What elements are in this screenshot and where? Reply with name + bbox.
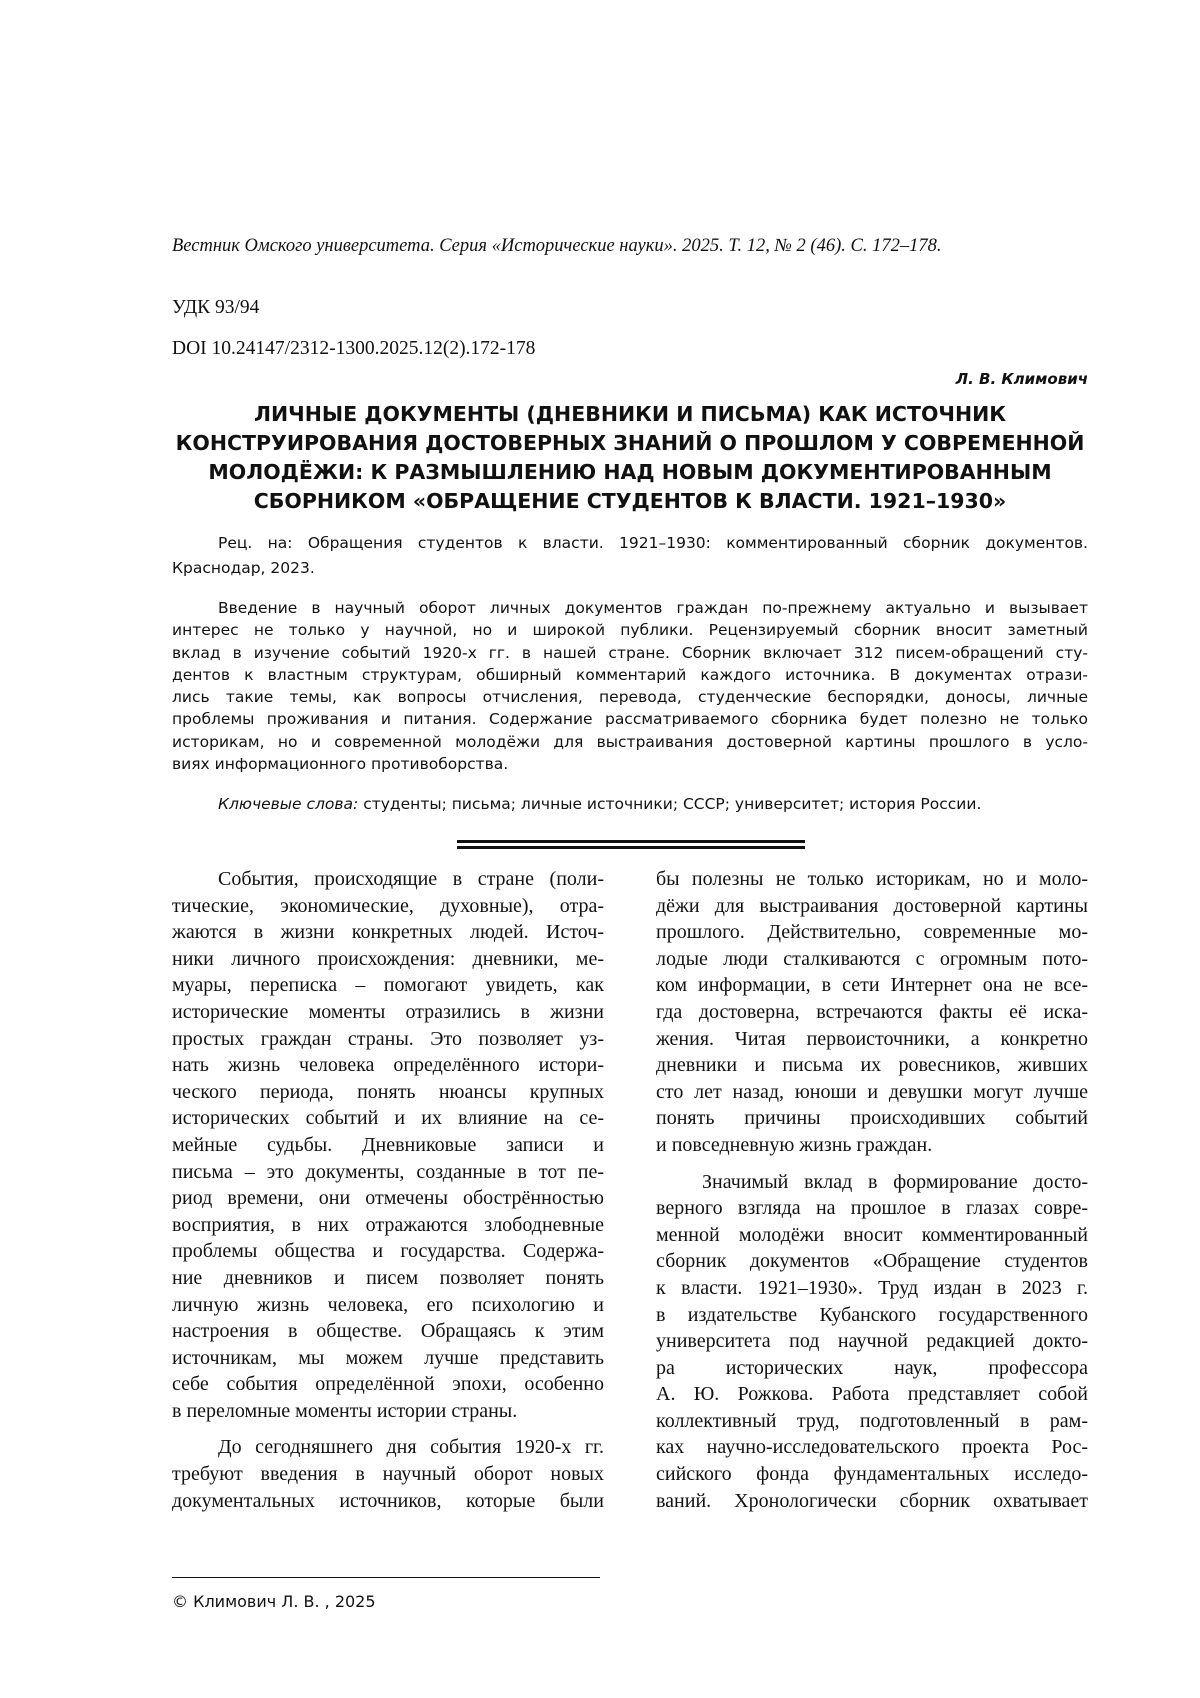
body-line: к власти. 1921–1930». Труд издан в 2023 г. (656, 1276, 1088, 1299)
body-line: мейные судьбы. Дневниковые записи и (172, 1133, 604, 1156)
body-line: гда достоверна, встречаются факты её иска- (656, 1000, 1088, 1023)
footnote-separator (172, 1577, 600, 1578)
body-line: риод времени, они отмечены обострённостью (172, 1187, 604, 1210)
journal-citation: Вестник Омского университета. Серия «Исторические науки». 2025. Т. 12, № 2 (46). С. 172–178. (172, 236, 942, 256)
body-line: ники личного происхождения: дневники, ме- (172, 947, 604, 970)
abstract (172, 597, 1088, 775)
body-line: требуют введения в научный оборот новых (172, 1463, 604, 1486)
body-column-right (656, 866, 1088, 1524)
body-line: нать жизнь человека определённого истори- (172, 1054, 604, 1077)
body-line: ческого периода, понять нюансы крупных (172, 1080, 604, 1103)
article-title (172, 400, 1088, 516)
abstract-line: дентов к властным структурам, обширный комментарий каждого источника. В документах отрази- (172, 665, 1088, 684)
title-line: МОЛОДЁЖИ: К РАЗМЫШЛЕНИЮ НАД НОВЫМ ДОКУМЕНТИРОВАННЫМ (208, 460, 1052, 484)
body-line: личную жизнь человека, его психологию и (172, 1293, 604, 1316)
body-paragraph (656, 866, 1088, 1159)
body-line: понять причины происходивших событий (656, 1107, 1088, 1130)
body-line: документальных источников, которые были (172, 1489, 604, 1512)
body-line: коллективный труд, подготовленный в рам- (656, 1409, 1088, 1432)
copyright-note: © Климович Л. В. , 2025 (172, 1592, 376, 1611)
body-line: жения. Читая первоисточники, а конкретно (656, 1027, 1088, 1050)
body-line: ком информации, в сети Интернет она не все- (656, 974, 1088, 997)
title-line: ЛИЧНЫЕ ДОКУМЕНТЫ (ДНЕВНИКИ И ПИСЬМА) КАК ИСТОЧНИК (253, 402, 1007, 426)
review-reference: Рец. на: Обращения студентов к власти. 1921–1930: комментированный сборник документов. Краснодар, 2023. (172, 534, 1088, 577)
body-line: тические, экономические, духовные), отра- (172, 894, 604, 917)
body-paragraph (656, 1169, 1088, 1515)
body-line: дёжи для выстраивания достоверной картины (656, 894, 1088, 917)
body-line: проблемы общества и государства. Содержа- (172, 1240, 604, 1263)
body-line: муары, переписка – помогают увидеть, как (172, 974, 604, 997)
body-line: дневники и письма их ровесников, живших (656, 1054, 1088, 1077)
body-line: менной молодёжи вносит комментированный (656, 1223, 1088, 1246)
section-divider (457, 840, 805, 851)
body-line: События, происходящие в стране (поли- (218, 868, 604, 890)
abstract-line: проблемы проживания и питания. Содержание рассматриваемого сборника будет полезно не только (172, 710, 1088, 729)
abstract-line: вклад в изучение событий 1920-х гг. в нашей стране. Сборник включает 312 писем-обращений сту- (172, 643, 1088, 662)
body-line: в издательстве Кубанского государственного (656, 1303, 1088, 1326)
title-line: КОНСТРУИРОВАНИЯ ДОСТОВЕРНЫХ ЗНАНИЙ О ПРОШЛОМ У СОВРЕМЕННОЙ (175, 431, 1085, 455)
body-line: До сегодняшнего дня события 1920-х гг. (218, 1436, 604, 1459)
body-line: и повседневную жизнь граждан. (656, 1133, 933, 1156)
body-line: сборник документов «Обращение студентов (656, 1250, 1088, 1273)
body-line: университета под научной редакцией докто- (656, 1330, 1088, 1353)
body-line: ра исторических наук, профессора (656, 1356, 1088, 1379)
body-line: прошлого. Действительно, современные мо- (656, 921, 1088, 944)
abstract-line: виях информационного противоборства. (172, 755, 509, 774)
abstract-line: Введение в научный оборот личных документов граждан по-прежнему актуально и вызывает (218, 599, 1088, 617)
body-paragraph (172, 1434, 604, 1514)
body-line: жаются в жизни конкретных людей. Источ- (172, 921, 604, 944)
body-line: верного взгляда на прошлое в глазах совре- (656, 1197, 1088, 1220)
body-line: А. Ю. Рожкова. Работа представляет собой (656, 1383, 1088, 1406)
body-line: ках научно-исследовательского проекта Рос- (656, 1436, 1088, 1459)
body-line: ваний. Хронологически сборник охватывает (656, 1489, 1088, 1512)
body-line: исторические моменты отразились в жизни (172, 1000, 604, 1023)
keywords (218, 795, 981, 813)
udc-code: УДК 93/94 (172, 297, 260, 318)
body-line: сто лет назад, юноши и девушки могут лучше (656, 1080, 1088, 1103)
body-column-left (172, 866, 604, 1524)
keywords-text: студенты; письма; личные источники; СССР; университет; история России. (363, 795, 982, 813)
body-line: письма – это документы, созданные в тот пе- (172, 1160, 604, 1183)
keywords-label: Ключевые слова: (218, 795, 359, 813)
body-paragraph (172, 866, 604, 1424)
body-line: простых граждан страны. Это позволяет уз- (172, 1027, 604, 1050)
body-line: восприятия, в них отражаются злободневные (172, 1213, 604, 1236)
doi: DOI 10.24147/2312-1300.2025.12(2).172-178 (172, 338, 536, 359)
body-line: ние дневников и писем позволяет понять (172, 1266, 604, 1289)
body-line: в переломные моменты истории страны. (172, 1399, 518, 1422)
body-line: Значимый вклад в формирование досто- (702, 1170, 1088, 1193)
body-line: себе события определённой эпохи, особенно (172, 1373, 604, 1396)
title-line: СБОРНИКОМ «ОБРАЩЕНИЕ СТУДЕНТОВ К ВЛАСТИ. 1921–1930» (253, 489, 1007, 513)
body-line: исторических событий и их влияние на се- (172, 1107, 604, 1130)
body-line: сийского фонда фундаментальных исследо- (656, 1463, 1088, 1486)
body-line: источникам, мы можем лучше представить (172, 1346, 604, 1369)
body-line: бы полезны не только историкам, но и моло- (656, 868, 1088, 890)
author-name: Л. В. Климович (955, 370, 1088, 388)
abstract-line: интерес не только у научной, но и широкой публики. Рецензируемый сборник вносит заметный (172, 621, 1088, 640)
body-line: лодые люди сталкиваются с огромным пото- (656, 947, 1088, 970)
abstract-line: лись такие темы, как вопросы отчисления, перевода, студенческие беспорядки, доносы, личные (172, 688, 1088, 707)
abstract-line: историкам, но и современной молодёжи для выстраивания достоверной картины прошлого в усло- (172, 732, 1088, 751)
body-line: настроения в обществе. Обращаясь к этим (172, 1320, 604, 1343)
